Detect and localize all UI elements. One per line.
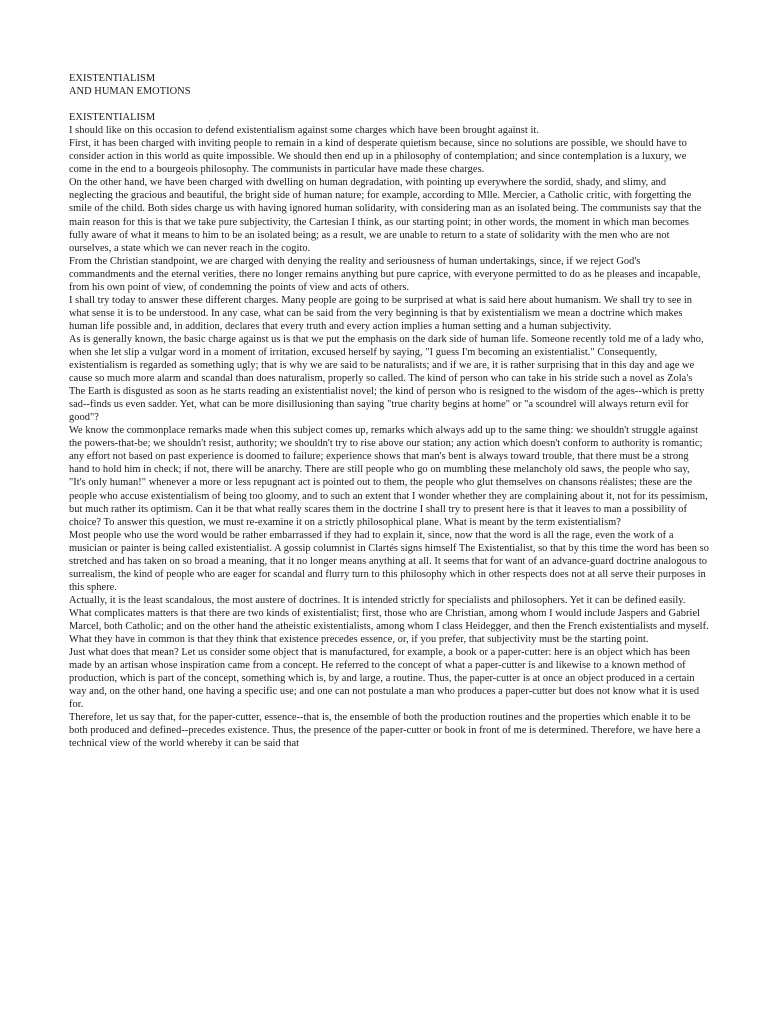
section-heading: EXISTENTIALISM: [69, 112, 156, 124]
paragraph: Most people who use the word would be rather embarrassed if they had to explain it, since, now that the word is all the rage, even the work of a musician or painter is being called existentialist. A gossip columnist in Clartés signs himself The Existentialist, so that by this time the word has been so stretched and has taken on so broad a meaning, that it no longer means anything at all. It seems that for want of an advance-guard doctrine analogous to surrealism, the kind of people who are eager for scandal and flurry turn to this philosophy which in other respects does not at all serve their purposes in this sphere.: [69, 529, 709, 593]
title-line-2: AND HUMAN EMOTIONS: [69, 86, 191, 98]
paragraph: We know the commonplace remarks made when this subject comes up, remarks which always add up to the same thing: we shouldn't struggle against the powers-that-be; we shouldn't resist, authority; we shouldn't try to rise above our station; any action which doesn't conform to authority is romantic; any effort not based on past experience is doomed to failure; experience shows that man's bent is always toward trouble, that there must be a strong hand to hold him in check; if not, there will be anarchy. There are still people who go on mumbling these melancholy old saws, the people who say, "It's only human!" whenever a more or less repugnant act is pointed out to them, the people who glut themselves on chansons réalistes; these are the people who accuse existentialism of being too gloomy, and to such an extent that I wonder whether they are complaining about it, not for its pessimism, but much rather its optimism. Can it be that what really scares them in the doctrine I shall try to present here is that it leaves to man a possibility of choice? To answer this question, we must re-examine it on a strictly philosophical plane. What is meant by the term existentialism?: [69, 425, 708, 528]
paragraph: Therefore, let us say that, for the paper-cutter, essence--that is, the ensemble of both the production routines and the properties which enable it to be both produced and defined--precedes existence. Thus, the presence of the paper-cutter or book in front of me is determined. Therefore, we have here a technical view of the world whereby it can be said that: [69, 712, 701, 750]
paragraph: From the Christian standpoint, we are charged with denying the reality and seriousness of human undertakings, since, if we reject God's commandments and the eternal verities, there no longer remains anything but pure caprice, with everyone permitted to do as he pleases and incapable, from his own point of view, of condemning the points of view and acts of others.: [69, 255, 701, 293]
paragraph: Just what does that mean? Let us consider some object that is manufactured, for example, a book or a paper-cutter: here is an object which has been made by an artisan whose inspiration came from a concept. He referred to the concept of what a paper-cutter is and likewise to a known method of production, which is part of the concept, something which is, by and large, a routine. Thus, the paper-cutter is at once an object produced in a certain way and, on the other hand, one having a specific use; and one can not postulate a man who produces a paper-cutter but does not know what it is used for.: [69, 647, 700, 711]
paragraph: Actually, it is the least scandalous, the most austere of doctrines. It is intended strictly for specialists and philosophers. Yet it can be defined easily. What complicates matters is that there are two kinds of existentialist; first, those who are Christian, among whom I would include Jaspers and Gabriel Marcel, both Catholic; and on the other hand the atheistic existentialists, among whom I class Heidegger, and then the French existentialists and myself. What they have in common is that they think that existence precedes essence, or, if you prefer, that subjectivity must be the starting point.: [69, 594, 709, 646]
paragraph: As is generally known, the basic charge against us is that we put the emphasis on the dark side of human life. Someone recently told me of a lady who, when she let slip a vulgar word in a moment of irritation, excused herself by saying, "I guess I'm becoming an existentialist." Consequently, existentialism is regarded as something ugly; that is why we are said to be naturalists; and if we are, it is rather surprising that in this day and age we cause so much more alarm and scandal than does naturalism, properly so called. The kind of person who can take in his stride such a novel as Zola's The Earth is disgusted as soon as he starts reading an existentialist novel; the kind of person who is resigned to the wisdom of the ages--which is pretty sad--finds us even sadder. Yet, what can be more disillusioning than saying "true charity begins at home" or "a scoundrel will always return evil for good"?: [69, 333, 705, 424]
paragraph: On the other hand, we have been charged with dwelling on human degradation, with pointing up everywhere the sordid, shady, and slimy, and neglecting the gracious and beautiful, the bright side of human nature; for example, according to Mlle. Mercier, a Catholic critic, with forgetting the smile of the child. Both sides charge us with having ignored human solidarity, with considering man as an isolated being. The communists say that the main reason for this is that we take pure subjectivity, the Cartesian I think, as our starting point; in other words, the moment in which man becomes fully aware of what it means to him to be an isolated being; as a result, we are unable to return to a state of solidarity with the men who are not ourselves, a state which we can never reach in the cogito.: [69, 177, 702, 254]
paragraph: I shall try today to answer these different charges. Many people are going to be surprised at what is said here about humanism. We shall try to see in what sense it is to be understood. In any case, what can be said from the very beginning is that by existentialism we mean a doctrine which makes human life possible and, in addition, declares that every truth and every action implies a human setting and a human subjectivity.: [69, 294, 693, 332]
paragraph: First, it has been charged with inviting people to remain in a kind of desperate quietism because, since no solutions are possible, we should have to consider action in this world as quite impossible. We should then end up in a philosophy of contemplation; and since contemplation is a luxury, we come in the end to a bourgeois philosophy. The communists in particular have made these charges.: [69, 138, 687, 176]
document-page: [69, 72, 709, 750]
title-line-1: EXISTENTIALISM: [69, 73, 156, 84]
paragraph: I should like on this occasion to defend existentialism against some charges which have been brought against it.: [69, 125, 539, 137]
